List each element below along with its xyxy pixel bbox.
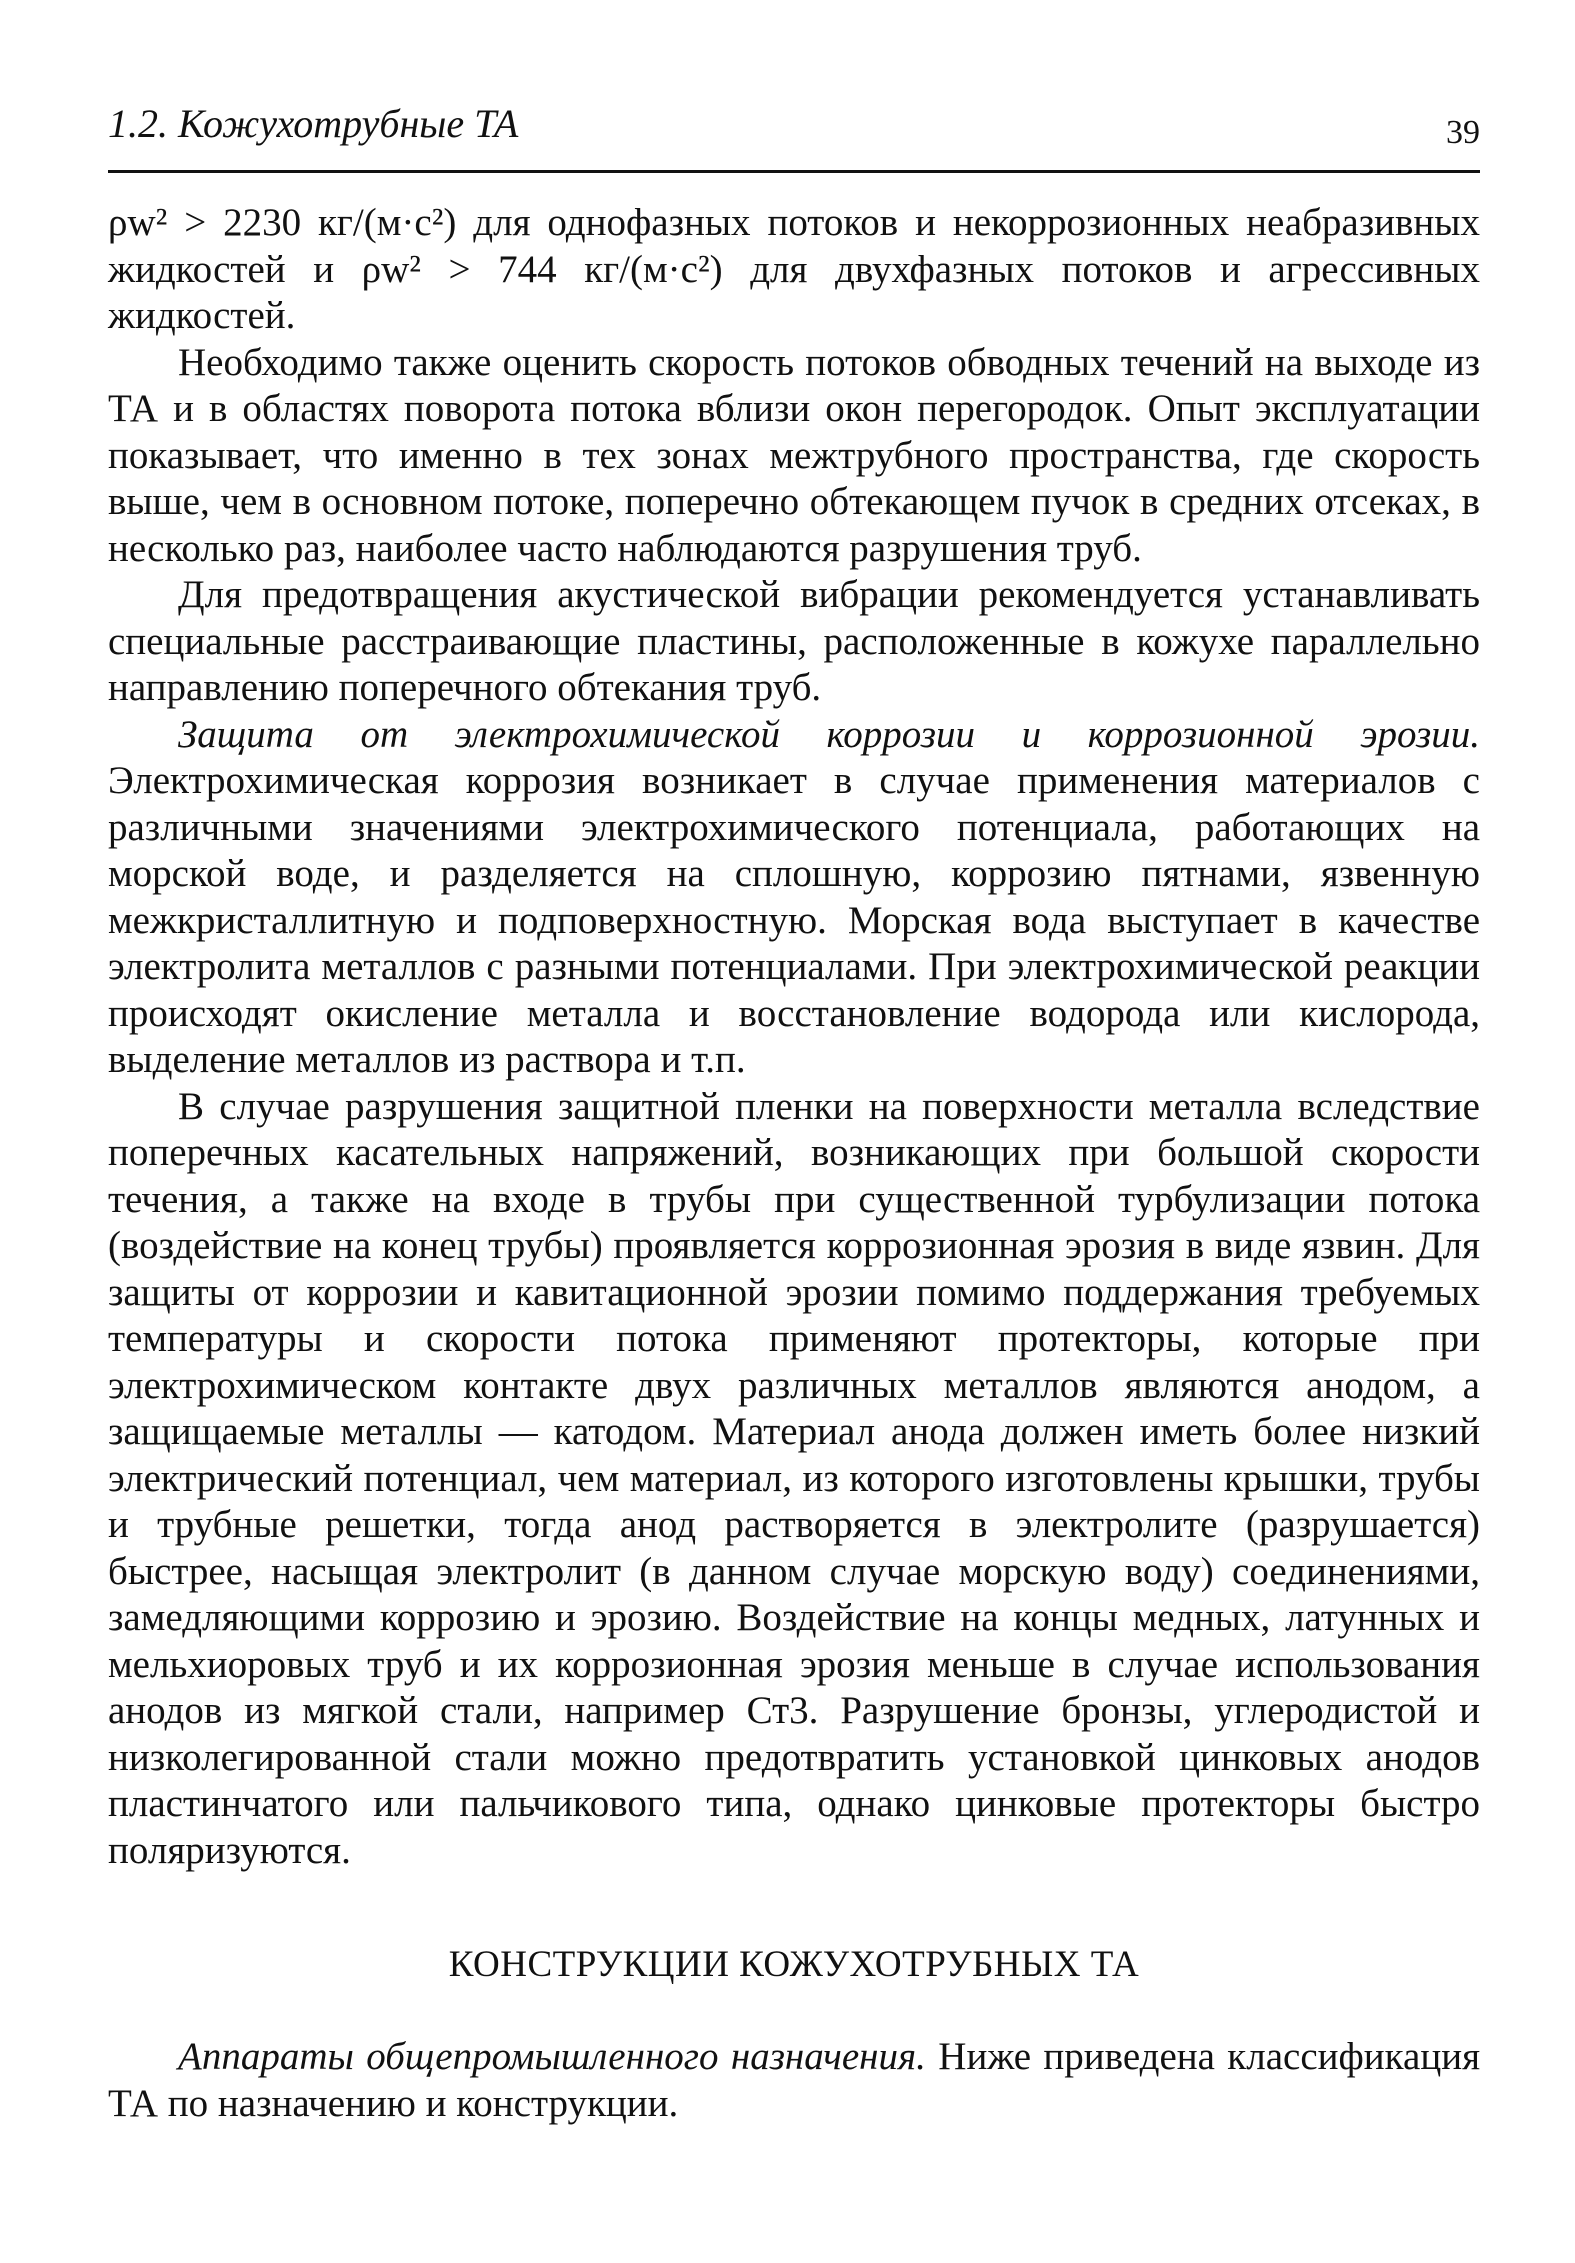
paragraph-6-lead: Аппараты общепромышленного назначения. — [178, 2035, 926, 2078]
paragraph-4-text: Электрохимическая коррозия возникает в случае применения материалов с различными значениями электрохимического потенциала, работающих на морской воде, и разделяется на сплошную, коррозию пятнами, язвенную межкристаллитную и подповерхностную. Морская вода выступает в качестве электролита металлов с разными потенциалами. При электрохимической реакции происходят окисление металла и восстановление водорода или кислорода, выделение металлов из раствора и т.п. — [108, 759, 1480, 1081]
paragraph-6 — [108, 2034, 1480, 2127]
section-heading: КОНСТРУКЦИИ КОЖУХОТРУБНЫХ ТА — [448, 1944, 1140, 1985]
body-text — [108, 200, 1480, 2127]
page-number: 39 — [1446, 114, 1480, 151]
paragraph-1-text: ρw² > 2230 кг/(м·с²) для однофазных потоков и некоррозионных неабразивных жидкостей и ρw² > 744 кг/(м·с²) для двухфазных потоков и агрессивных жидкостей. — [108, 201, 1480, 337]
running-header — [108, 92, 1480, 152]
paragraph-5 — [108, 1084, 1480, 1875]
paragraph-2 — [108, 340, 1480, 573]
paragraph-4-lead: Защита от электрохимической коррозии и коррозионной эрозии. — [178, 712, 1480, 756]
paragraph-1 — [108, 200, 1480, 340]
paragraph-6-text: Ниже приведена классификация ТА по назначению и конструкции. — [108, 2035, 1481, 2125]
running-header-title: 1.2. Кожухотрубные ТА — [108, 101, 519, 146]
paragraph-3-text: Для предотвращения акустической вибрации рекомендуется устанавливать специальные расстраивающие пластины, расположенные в кожухе параллельно направлению поперечного обтекания труб. — [108, 573, 1480, 709]
paragraph-2-text: Необходимо также оценить скорость потоков обводных течений на выходе из ТА и в областях поворота потока вблизи окон перегородок. Опыт эксплуатации показывает, что именно в тех зонах межтрубного пространства, где скорость выше, чем в основном потоке, поперечно обтекающем пучок в средних отсеках, в несколько раз, наиболее часто наблюдаются разрушения труб. — [108, 340, 1480, 570]
paragraph-4 — [108, 712, 1480, 1084]
paragraph-3 — [108, 572, 1480, 712]
header-divider — [108, 170, 1480, 173]
paragraph-5-text: В случае разрушения защитной пленки на поверхности металла вследствие поперечных касательных напряжений, возникающих при большой скорости течения, а также на входе в трубы при существенной турбулизации потока (воздействие на конец трубы) проявляется коррозионная эрозия в виде язвин. Для защиты от коррозии и кавитационной эрозии помимо поддержания требуемых температуры и скорости потока применяют протекторы, которые при электрохимическом контакте двух различных металлов являются анодом, а защищаемые металлы — катодом. Материал анода должен иметь более низкий электрический потенциал, чем материал, из которого изготовлены крышки, трубы и трубные решетки, тогда анод растворяется в электролите (разрушается) быстрее, насыщая электролит (в данном случае морскую воду) соединениями, замедляющими коррозию и эрозию. Воздействие на концы медных, латунных и мельхиоровых труб и их коррозионная эрозия меньше в случае использования анодов из мягкой стали, например Ст3. Разрушение бронзы, углеродистой и низколегированной стали можно предотвратить установкой цинковых анодов пластинчатого или пальчикового типа, однако цинковые протекторы быстро поляризуются. — [108, 1084, 1480, 1872]
